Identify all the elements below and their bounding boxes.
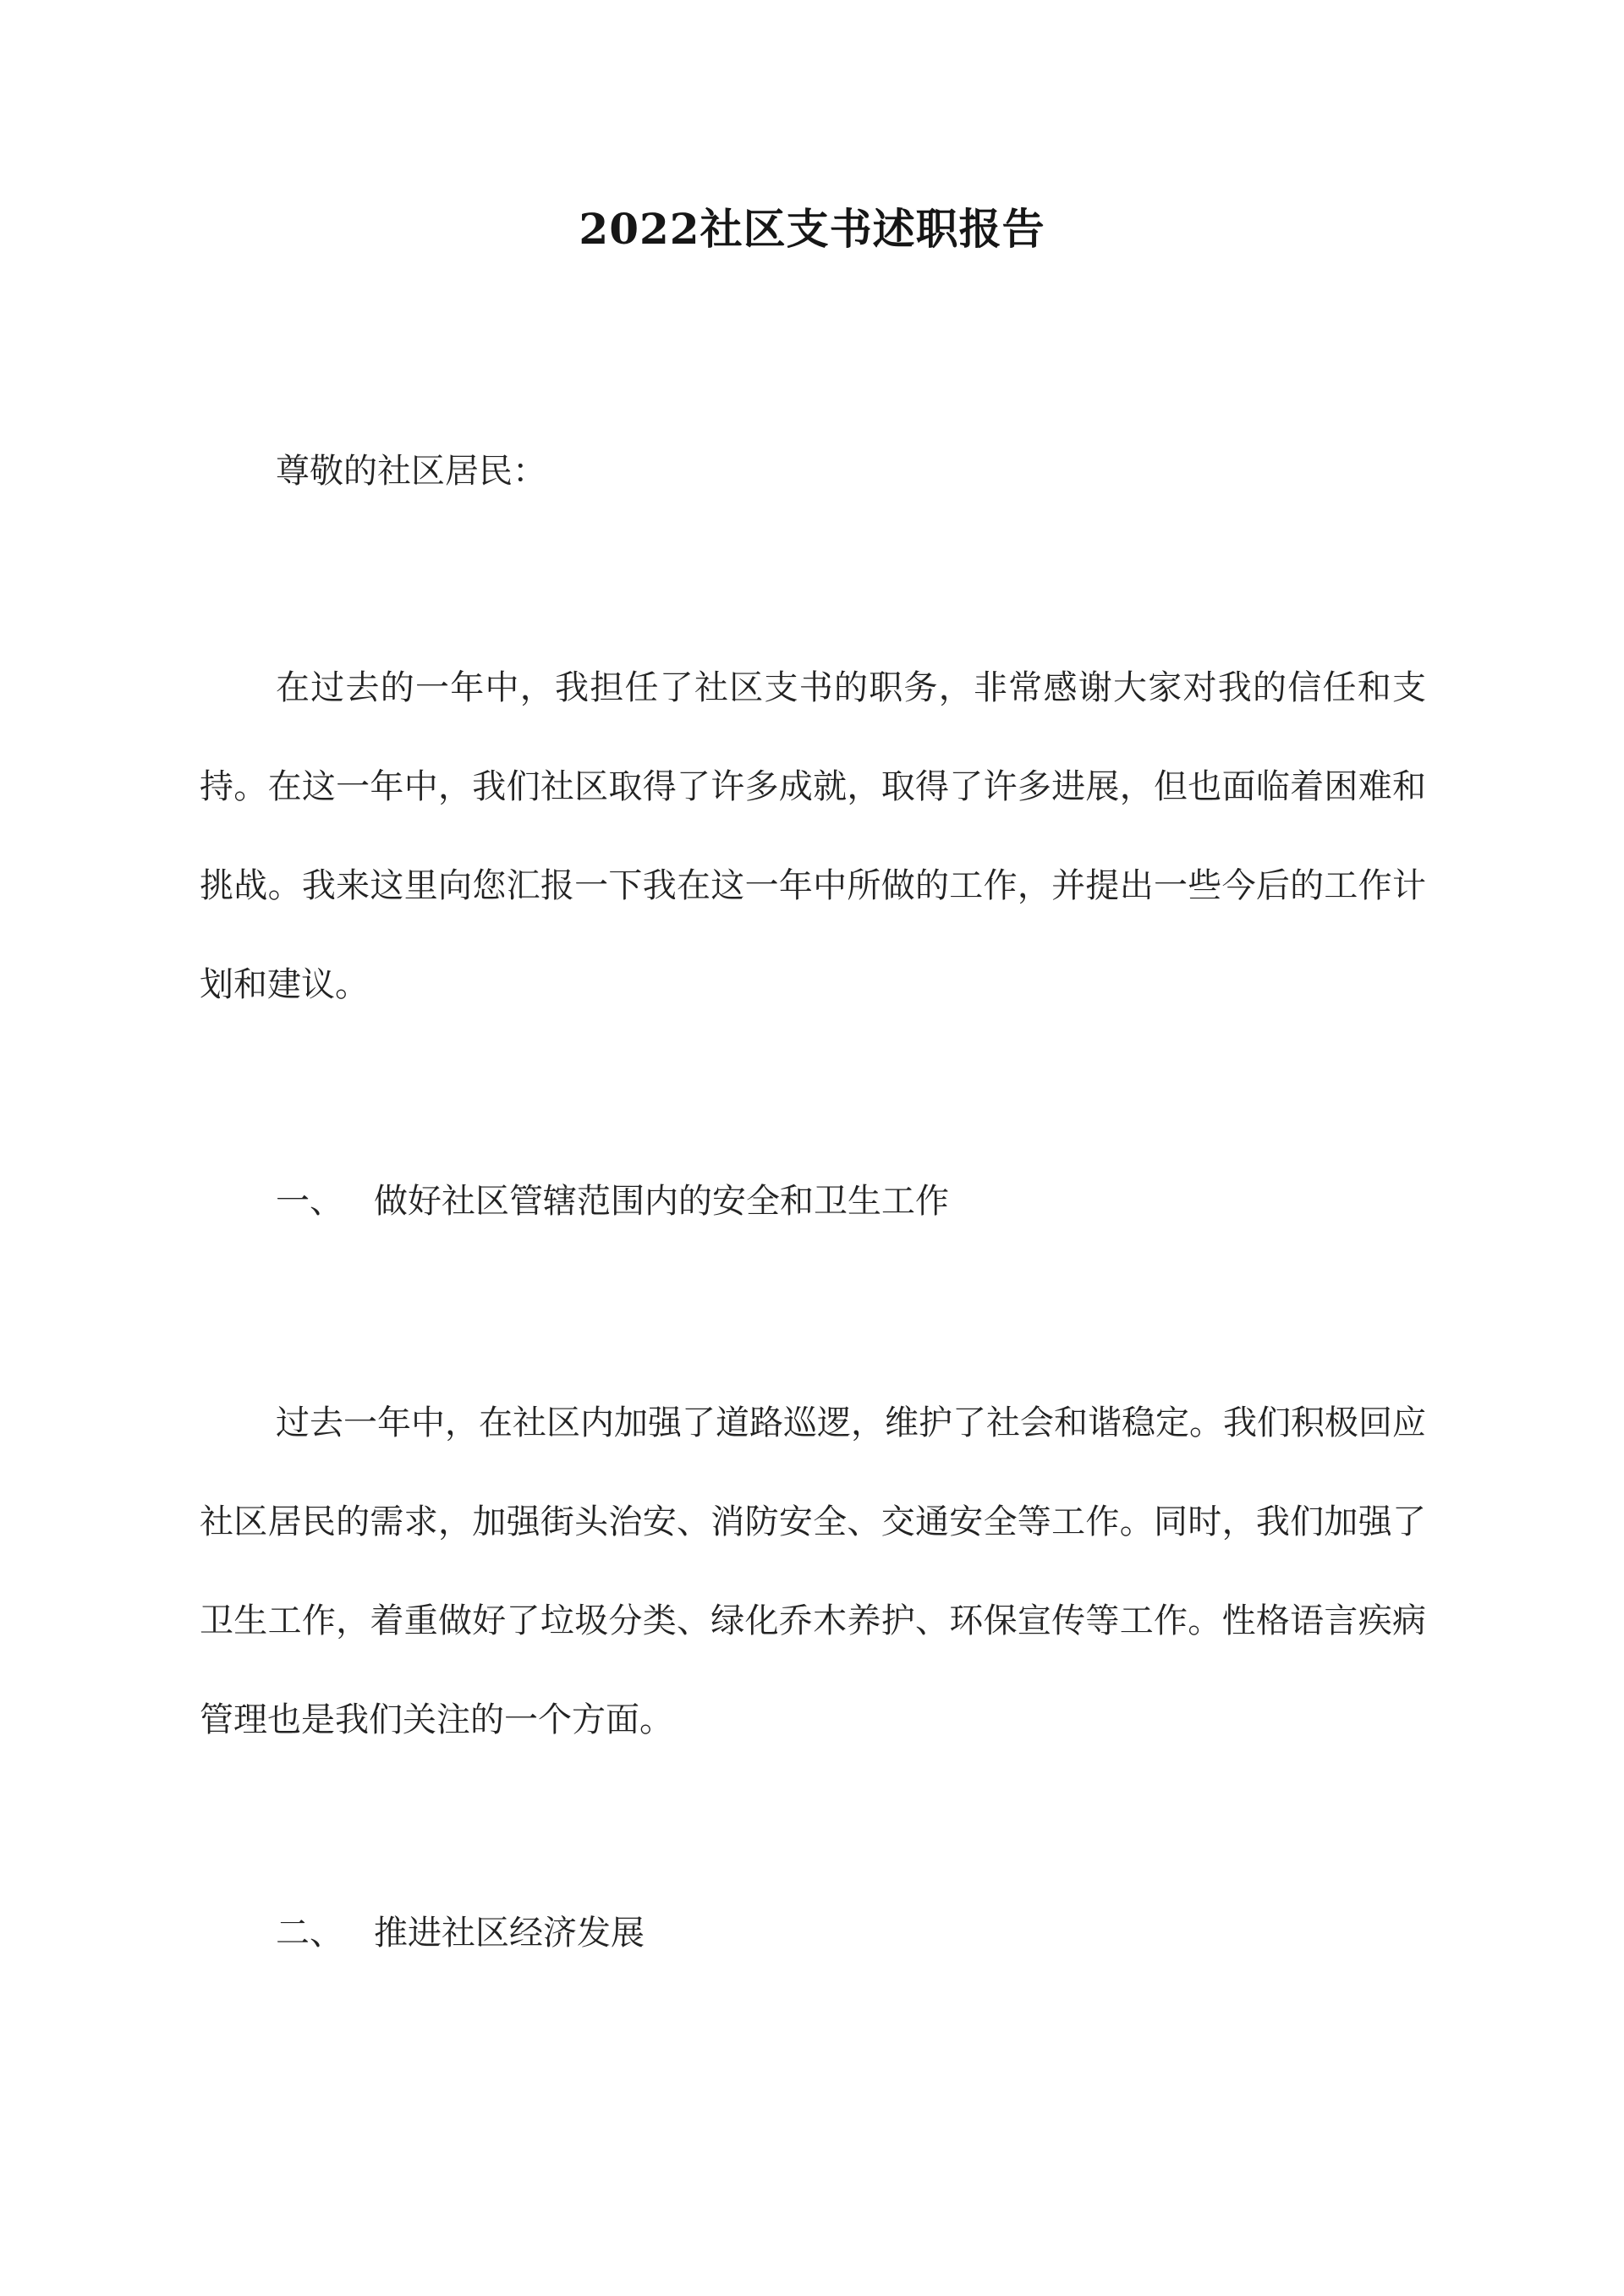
document-title: 2022社区支书述职报告 xyxy=(579,204,1045,254)
section-heading-2 xyxy=(276,1903,645,1963)
section-number-2: 二、 xyxy=(276,1914,343,1953)
section-heading-1 xyxy=(276,1172,949,1231)
section-number-1: 一、 xyxy=(276,1182,343,1221)
section-heading-1-text: 做好社区管辖范围内的安全和卫生工作 xyxy=(374,1182,949,1221)
salutation: 尊敬的社区居民： xyxy=(276,452,546,491)
intro-paragraph: 在过去的一年中，我担任了社区支书的职务，非常感谢大家对我的信任和支持。在这一年中，我们社区取得了许多成就，取得了许多进展，但也面临着困难和挑战。我来这里向您汇报一下我在这一年中所做的工作，并提出一些今后的工作计划和建议。 xyxy=(200,668,1426,1004)
section-1-paragraph: 过去一年中，在社区内加强了道路巡逻，维护了社会和谐稳定。我们积极回应社区居民的需求，加强街头治安、消防安全、交通安全等工作。同时，我们加强了卫生工作，着重做好了垃圾分类、绿化乔木养护、环保宣传等工作。性格语言疾病管理也是我们关注的一个方面。 xyxy=(200,1403,1426,1739)
section-heading-2-text: 推进社区经济发展 xyxy=(374,1914,645,1953)
